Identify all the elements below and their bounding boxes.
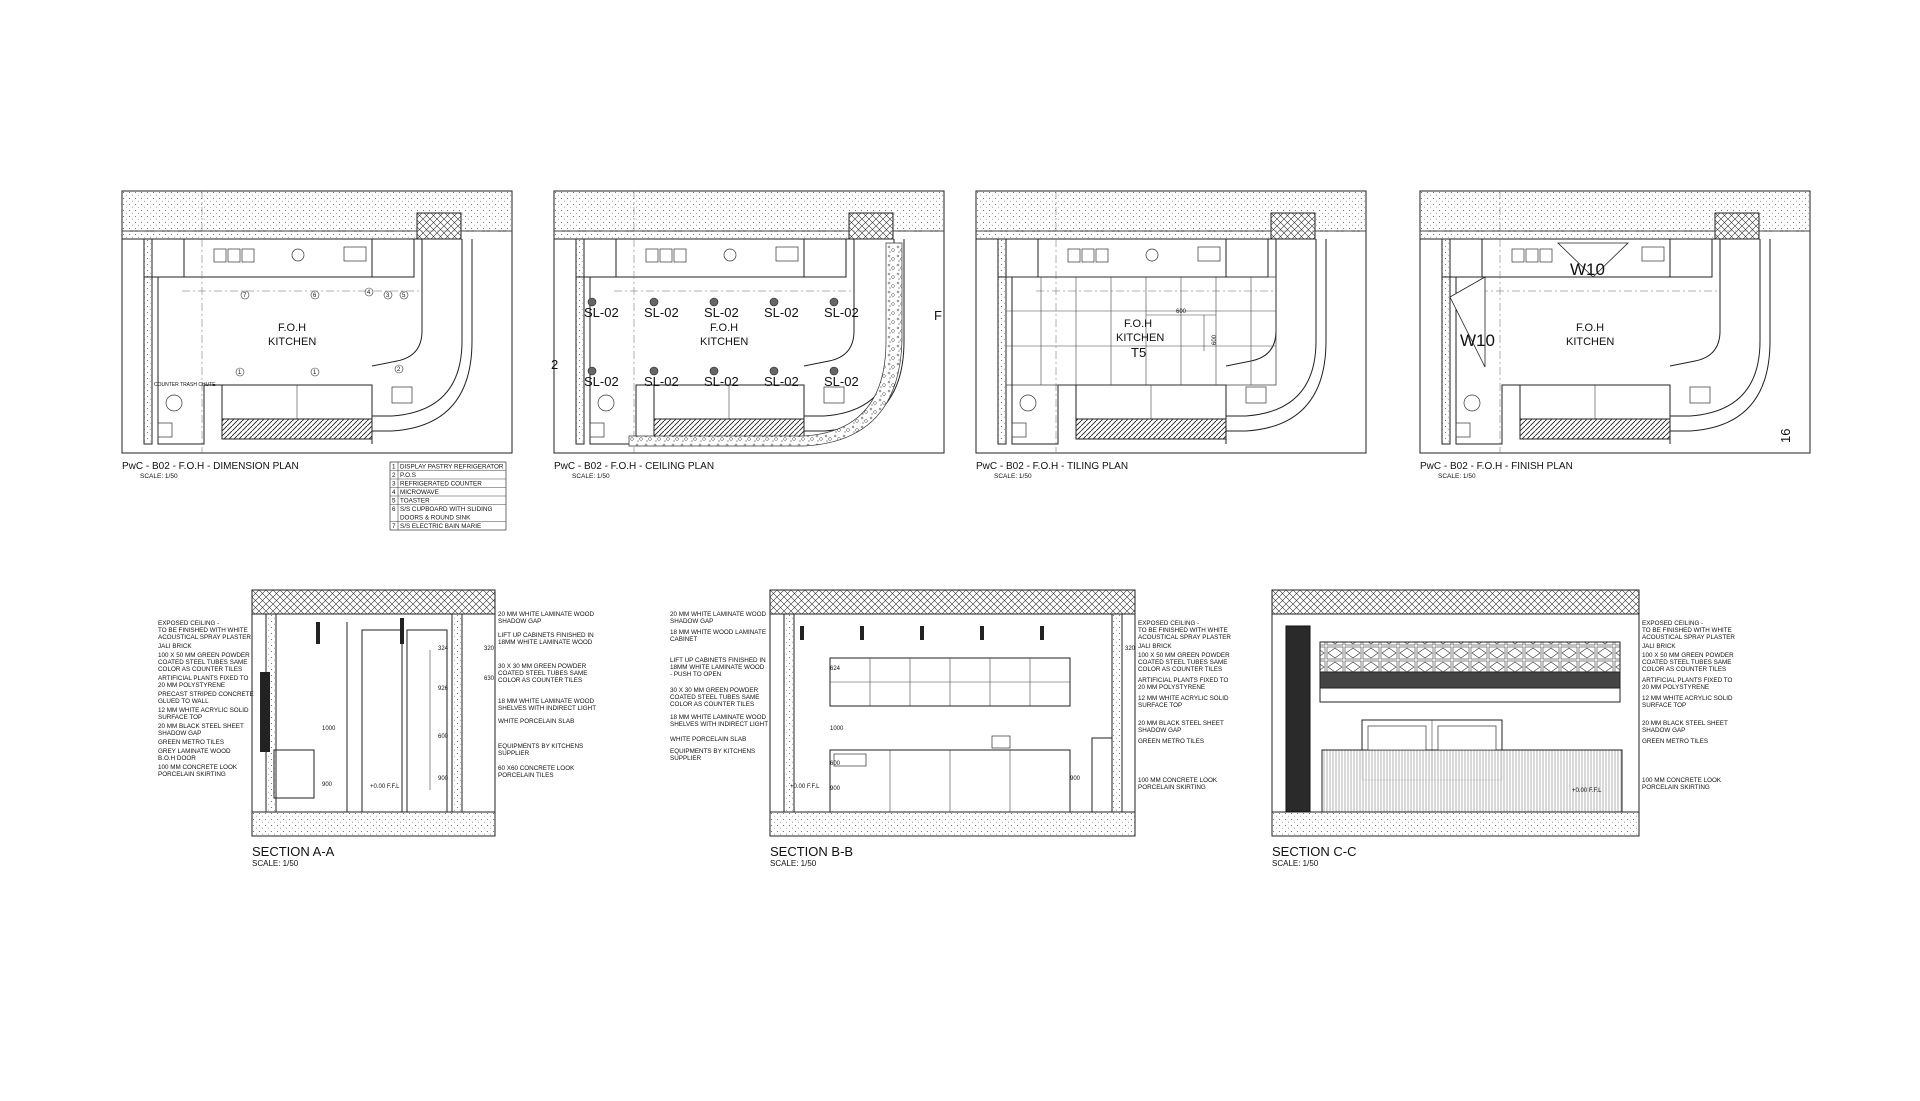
dimension-label: 600	[1212, 334, 1218, 345]
svg-text:SHELVES WITH INDIRECT LIGHT: SHELVES WITH INDIRECT LIGHT	[498, 705, 597, 712]
svg-text:ACOUSTICAL SPRAY PLASTER: ACOUSTICAL SPRAY PLASTER	[158, 634, 251, 641]
svg-text:20 MM WHITE LAMINATE WOOD: 20 MM WHITE LAMINATE WOOD	[498, 611, 595, 618]
dimension-label: 900	[438, 776, 449, 782]
section-scale: SCALE: 1/50	[1272, 859, 1319, 868]
svg-text:GREEN METRO TILES: GREEN METRO TILES	[158, 739, 225, 746]
dimension-label: 600	[1176, 309, 1187, 315]
section-c-c-notes-right	[1642, 620, 1735, 791]
trash-chute-label: COUNTER TRASH CHUTE	[154, 382, 216, 388]
light-tag: SL-02	[704, 374, 739, 389]
section-title: SECTION A-A	[252, 844, 335, 859]
svg-text:TO BE FINISHED WITH WHITE: TO BE FINISHED WITH WHITE	[1138, 627, 1228, 634]
svg-text:PORCELAIN TILES: PORCELAIN TILES	[498, 772, 554, 779]
dimension-label: 324	[438, 646, 449, 652]
dimension-label: 926	[438, 686, 449, 692]
svg-text:5: 5	[402, 293, 406, 299]
svg-text:ACOUSTICAL SPRAY PLASTER: ACOUSTICAL SPRAY PLASTER	[1642, 634, 1735, 641]
svg-text:18MM WHITE LAMINATE WOOD: 18MM WHITE LAMINATE WOOD	[670, 664, 765, 671]
room-label-foh: F.O.H	[1124, 318, 1153, 330]
svg-text:GREY LAMINATE WOOD: GREY LAMINATE WOOD	[158, 748, 231, 755]
svg-text:WHITE PORCELAIN SLAB: WHITE PORCELAIN SLAB	[498, 718, 575, 725]
svg-text:1: 1	[238, 370, 242, 376]
svg-text:20 MM BLACK STEEL SHEET: 20 MM BLACK STEEL SHEET	[1642, 720, 1728, 727]
legend-text: DOORS & ROUND SINK	[400, 514, 471, 522]
legend-text: MICROWAVE	[400, 489, 439, 496]
svg-text:12 MM WHITE ACRYLIC SOLID: 12 MM WHITE ACRYLIC SOLID	[1138, 695, 1229, 702]
svg-text:SURFACE TOP: SURFACE TOP	[158, 714, 203, 721]
section-b-b	[770, 590, 1136, 868]
svg-text:EQUIPMENTS BY KITCHENS: EQUIPMENTS BY KITCHENS	[498, 743, 584, 750]
light-tag: SL-02	[824, 374, 859, 389]
section-a-a-notes-right	[498, 611, 596, 779]
room-label-foh: F.O.H	[278, 322, 307, 334]
light-tag: SL-02	[824, 305, 859, 320]
wall-tag: W10	[1570, 260, 1605, 279]
svg-text:100 X 50 MM GREEN POWDER: 100 X 50 MM GREEN POWDER	[1138, 652, 1230, 659]
svg-text:7: 7	[243, 293, 247, 299]
svg-text:30 X 30 MM GREEN POWDER: 30 X 30 MM GREEN POWDER	[498, 663, 587, 670]
svg-text:18 MM WHITE LAMINATE WOOD: 18 MM WHITE LAMINATE WOOD	[670, 714, 767, 721]
legend-text: S/S CUPBOARD WITH SLIDING	[400, 506, 493, 513]
tile-tag: T5	[1131, 345, 1147, 360]
dimension-label: 900	[830, 786, 841, 792]
svg-text:60 X60 CONCRETE LOOK: 60 X60 CONCRETE LOOK	[498, 765, 575, 772]
svg-text:EQUIPMENTS BY KITCHENS: EQUIPMENTS BY KITCHENS	[670, 748, 756, 755]
dimension-label: 624	[830, 666, 841, 672]
svg-text:2: 2	[397, 367, 401, 373]
dimension-label: 600	[438, 734, 449, 740]
legend-text: P.O.S	[400, 472, 416, 479]
svg-text:PORCELAIN SKIRTING: PORCELAIN SKIRTING	[1138, 784, 1206, 791]
plan-title: PwC - B02 - F.O.H - DIMENSION PLAN	[122, 461, 299, 472]
svg-text:- PUSH TO OPEN: - PUSH TO OPEN	[670, 671, 722, 678]
svg-text:ACOUSTICAL SPRAY PLASTER: ACOUSTICAL SPRAY PLASTER	[1138, 634, 1231, 641]
dimension-label: 1000	[830, 726, 844, 732]
plan-scale: SCALE: 1/50	[994, 473, 1032, 480]
dimension-label: 600	[830, 761, 841, 767]
light-tag: SL-02	[584, 374, 619, 389]
legend-num: 2	[392, 472, 396, 479]
svg-text:18 MM WHITE WOOD LAMINATE: 18 MM WHITE WOOD LAMINATE	[670, 629, 767, 636]
light-tag: SL-02	[764, 374, 799, 389]
svg-text:100 X 50 MM GREEN POWDER: 100 X 50 MM GREEN POWDER	[1642, 652, 1734, 659]
svg-text:1: 1	[313, 370, 317, 376]
room-label-kitchen: KITCHEN	[268, 336, 317, 348]
ffl-label: +0.00 F.F.L	[1572, 788, 1602, 794]
ceiling-plan	[551, 191, 944, 480]
svg-text:COATED STEEL TUBES SAME: COATED STEEL TUBES SAME	[498, 670, 588, 677]
svg-text:100 MM CONCRETE LOOK: 100 MM CONCRETE LOOK	[1138, 777, 1218, 784]
svg-text:COATED STEEL TUBES SAME: COATED STEEL TUBES SAME	[1138, 659, 1228, 666]
svg-text:SUPPLIER: SUPPLIER	[498, 750, 530, 757]
room-label-foh: F.O.H	[710, 322, 739, 334]
svg-text:20 MM BLACK STEEL SHEET: 20 MM BLACK STEEL SHEET	[158, 723, 244, 730]
svg-text:GLUED TO WALL: GLUED TO WALL	[158, 698, 209, 705]
svg-text:GREEN METRO TILES: GREEN METRO TILES	[1642, 738, 1709, 745]
dimension-label: 1000	[322, 726, 336, 732]
plan-title: PwC - B02 - F.O.H - TILING PLAN	[976, 461, 1129, 472]
light-tag: SL-02	[644, 305, 679, 320]
svg-text:COATED STEEL TUBES SAME: COATED STEEL TUBES SAME	[1642, 659, 1732, 666]
room-label-kitchen: KITCHEN	[1566, 336, 1615, 348]
svg-text:SHADOW GAP: SHADOW GAP	[1642, 727, 1686, 734]
section-scale: SCALE: 1/50	[770, 859, 817, 868]
section-title: SECTION B-B	[770, 844, 854, 859]
svg-text:20 MM BLACK STEEL SHEET: 20 MM BLACK STEEL SHEET	[1138, 720, 1224, 727]
svg-text:12 MM WHITE ACRYLIC SOLID: 12 MM WHITE ACRYLIC SOLID	[1642, 695, 1733, 702]
plan-title: PwC - B02 - F.O.H - FINISH PLAN	[1420, 461, 1573, 472]
svg-text:B.O.H DOOR: B.O.H DOOR	[158, 755, 196, 762]
svg-text:WHITE PORCELAIN SLAB: WHITE PORCELAIN SLAB	[670, 736, 747, 743]
svg-text:EXPOSED CEILING -: EXPOSED CEILING -	[158, 620, 220, 627]
svg-text:COATED STEEL TUBES SAME: COATED STEEL TUBES SAME	[670, 694, 760, 701]
svg-text:COLOR AS COUNTER TILES: COLOR AS COUNTER TILES	[1138, 666, 1223, 673]
room-label-kitchen: KITCHEN	[700, 336, 749, 348]
svg-text:100 MM CONCRETE LOOK: 100 MM CONCRETE LOOK	[158, 764, 238, 771]
plan-scale: SCALE: 1/50	[140, 473, 178, 480]
svg-text:TO BE FINISHED WITH WHITE: TO BE FINISHED WITH WHITE	[1642, 627, 1732, 634]
svg-text:SHADOW GAP: SHADOW GAP	[158, 730, 202, 737]
section-b-b-notes-right	[1138, 620, 1231, 791]
svg-text:CABINET: CABINET	[670, 636, 698, 643]
light-tag: SL-02	[764, 305, 799, 320]
svg-text:PORCELAIN SKIRTING: PORCELAIN SKIRTING	[158, 771, 226, 778]
svg-text:18MM WHITE LAMINATE WOOD: 18MM WHITE LAMINATE WOOD	[498, 639, 593, 646]
legend-num: 5	[392, 497, 396, 505]
tiling-plan	[976, 191, 1366, 480]
grid-marker: F	[934, 308, 942, 323]
dimension-label: 630	[484, 676, 495, 682]
ffl-label: +0.00 F.F.L	[370, 784, 400, 790]
svg-text:EXPOSED CEILING -: EXPOSED CEILING -	[1138, 620, 1200, 627]
legend-text: REFRIGERATED COUNTER	[400, 480, 482, 488]
svg-text:ARTIFICIAL PLANTS FIXED TO: ARTIFICIAL PLANTS FIXED TO	[1138, 677, 1229, 684]
svg-text:20 MM WHITE LAMINATE WOOD: 20 MM WHITE LAMINATE WOOD	[670, 611, 767, 618]
svg-text:LIFT UP CABINETS FINISHED IN: LIFT UP CABINETS FINISHED IN	[670, 657, 766, 664]
svg-text:COLOR AS COUNTER TILES: COLOR AS COUNTER TILES	[158, 666, 243, 673]
svg-text:COATED STEEL TUBES SAME: COATED STEEL TUBES SAME	[158, 659, 248, 666]
svg-text:SURFACE TOP: SURFACE TOP	[1642, 702, 1687, 709]
svg-text:SURFACE TOP: SURFACE TOP	[1138, 702, 1183, 709]
svg-text:JALI BRICK: JALI BRICK	[1642, 643, 1676, 650]
dimension-plan	[122, 191, 512, 480]
legend-num: 6	[392, 506, 396, 513]
dimension-label: 900	[322, 782, 333, 788]
svg-text:GREEN METRO TILES: GREEN METRO TILES	[1138, 738, 1205, 745]
svg-text:20 MM POLYSTYRENE: 20 MM POLYSTYRENE	[1642, 684, 1710, 691]
svg-text:EXPOSED CEILING -: EXPOSED CEILING -	[1642, 620, 1704, 627]
svg-text:SHELVES WITH INDIRECT LIGHT: SHELVES WITH INDIRECT LIGHT	[670, 721, 769, 728]
svg-text:JALI BRICK: JALI BRICK	[1138, 643, 1172, 650]
svg-text:JALI BRICK: JALI BRICK	[158, 643, 192, 650]
plan-scale: SCALE: 1/50	[1438, 473, 1476, 480]
svg-text:100 X 50 MM GREEN POWDER: 100 X 50 MM GREEN POWDER	[158, 652, 250, 659]
section-scale: SCALE: 1/50	[252, 859, 299, 868]
section-b-b-notes-left	[670, 611, 768, 762]
legend-text: S/S ELECTRIC BAIN MARIE	[400, 523, 482, 530]
section-a-a	[252, 590, 495, 868]
svg-text:COLOR AS COUNTER TILES: COLOR AS COUNTER TILES	[498, 677, 583, 684]
svg-text:SHADOW GAP: SHADOW GAP	[1138, 727, 1182, 734]
legend-text: TOASTER	[400, 497, 430, 505]
section-a-a-notes-left	[158, 620, 254, 778]
finish-plan	[1420, 191, 1810, 480]
plan-title: PwC - B02 - F.O.H - CEILING PLAN	[554, 461, 715, 472]
svg-text:ARTIFICIAL PLANTS FIXED TO: ARTIFICIAL PLANTS FIXED TO	[1642, 677, 1733, 684]
svg-text:4: 4	[367, 290, 371, 296]
svg-text:20 MM POLYSTYRENE: 20 MM POLYSTYRENE	[1138, 684, 1206, 691]
ffl-label: +0.00 F.F.L	[790, 784, 820, 790]
svg-text:6: 6	[313, 293, 317, 299]
svg-text:COLOR AS COUNTER TILES: COLOR AS COUNTER TILES	[1642, 666, 1727, 673]
legend-num: 3	[392, 480, 396, 488]
legend-num: 4	[392, 489, 396, 496]
equipment-legend	[390, 462, 506, 530]
svg-text:30 X 30 MM GREEN POWDER: 30 X 30 MM GREEN POWDER	[670, 687, 759, 694]
svg-text:SUPPLIER: SUPPLIER	[670, 755, 702, 762]
svg-text:12 MM WHITE ACRYLIC SOLID: 12 MM WHITE ACRYLIC SOLID	[158, 707, 249, 714]
svg-text:TO BE FINISHED WITH WHITE: TO BE FINISHED WITH WHITE	[158, 627, 248, 634]
grid-marker: 2	[551, 357, 559, 372]
svg-text:PRECAST STRIPED CONCRETE: PRECAST STRIPED CONCRETE	[158, 691, 254, 698]
svg-text:COLOR AS COUNTER TILES: COLOR AS COUNTER TILES	[670, 701, 755, 708]
grid-marker: 16	[1778, 428, 1793, 443]
svg-text:ARTIFICIAL PLANTS FIXED TO: ARTIFICIAL PLANTS FIXED TO	[158, 675, 249, 682]
svg-text:PORCELAIN SKIRTING: PORCELAIN SKIRTING	[1642, 784, 1710, 791]
dimension-label: 320	[484, 646, 495, 652]
dimension-label: 900	[1070, 776, 1081, 782]
light-tag: SL-02	[704, 305, 739, 320]
room-label-foh: F.O.H	[1576, 322, 1605, 334]
svg-text:SHADOW GAP: SHADOW GAP	[670, 618, 714, 625]
svg-text:LIFT UP CABINETS FINISHED IN: LIFT UP CABINETS FINISHED IN	[498, 632, 594, 639]
plan-scale: SCALE: 1/50	[572, 473, 610, 480]
svg-text:SHADOW GAP: SHADOW GAP	[498, 618, 542, 625]
svg-text:3: 3	[386, 293, 390, 299]
light-tag: SL-02	[644, 374, 679, 389]
dimension-label: 320	[1125, 646, 1136, 652]
wall-tag: W10	[1460, 331, 1495, 350]
svg-text:18 MM WHITE LAMINATE WOOD: 18 MM WHITE LAMINATE WOOD	[498, 698, 595, 705]
legend-text: DISPLAY PASTRY REFRIGERATOR	[400, 463, 504, 471]
light-tag: SL-02	[584, 305, 619, 320]
svg-text:20 MM POLYSTYRENE: 20 MM POLYSTYRENE	[158, 682, 226, 689]
section-c-c	[1272, 590, 1639, 868]
room-label-kitchen: KITCHEN	[1116, 332, 1165, 344]
legend-num: 7	[392, 523, 396, 530]
legend-num: 1	[392, 463, 396, 471]
section-title: SECTION C-C	[1272, 844, 1357, 859]
svg-text:100 MM CONCRETE LOOK: 100 MM CONCRETE LOOK	[1642, 777, 1722, 784]
